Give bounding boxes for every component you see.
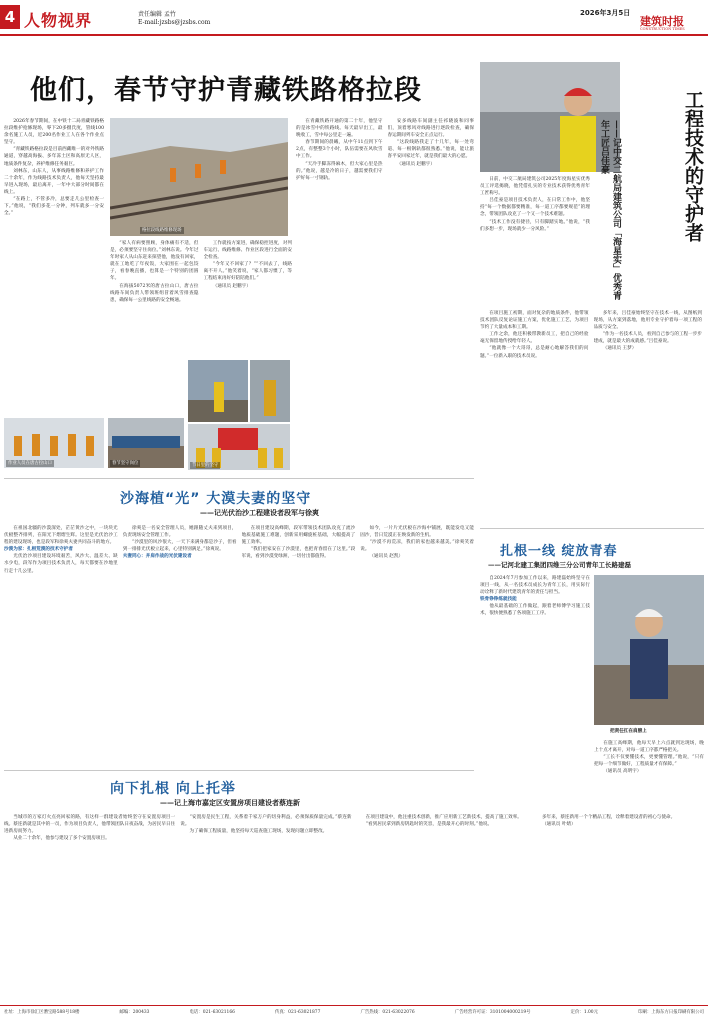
page-footer [4,1009,704,1015]
page-number: 4 [0,5,20,29]
paragraph: 工作之余，他还积极带教新员工，把自己的经验毫无保留地传授给年轻人。 [480,332,589,345]
paragraph: （通讯员 王梦） [602,346,637,352]
inspection-image [250,360,290,422]
footer-ad-phone: 广告热线：021-63022076 [360,1010,415,1015]
paragraph: 在青藏铁路开通的第二十年，他坚守的是冰雪中的铁路线。每天最早出工，最晚收工，雪中每公里走一遍。 [296,119,383,139]
article3-title: 沙海植“光” 大漠夫妻的坚守 [120,491,312,507]
paragraph: “天冷手脚冻得麻木，但大家心里是热的。”他说，越是冷的日子，越需要我们守护好每一寸钢轨。 [296,161,383,181]
divider [4,770,474,771]
text-column [296,118,383,463]
footer-post: 邮编：200433 [119,1010,150,1015]
article5-subtitle: ——记上海市嘉定区安置房项目建设者蔡连新 [160,798,300,807]
paragraph: 他从最基础的工作做起，跟着老师傅学习施工技术，很快便熟悉了各项施工工序。 [480,604,590,617]
paragraph: “工长不仅要懂技术，更要懂管理。”他说，“只有把每一个细节做好，工程质量才有保障。” [594,755,704,768]
article4-columns-lower [594,740,704,810]
text-column [594,310,703,520]
section-heading: 夫妻同心：并肩作战的光伏建设者 [122,554,192,560]
paragraph: 在项目建设高峰期，段军带领技术团队攻克了流沙地质基础施工难题，创新采用螺旋桩基础，大幅提高了施工效率。 [241,526,356,546]
paper-logo: 建筑时报 [640,15,684,28]
photo-railway-workers [110,118,288,236]
paragraph: 在祖国北疆的沙漠深处，茫茫黄沙之中，一块块光伏板整齐排列，在阳光下熠熠生辉。这里是光伏治沙工程的建设现场，也是段军和徐爽夫妻共同奋斗的地方。 [4,526,118,546]
paragraph: 在项目建设中，他注重技术创新，推广应用新工艺新技术，提高了施工效率。 [365,815,522,820]
text-column [388,118,475,463]
footer-license: 广告经营许可证：3101004000219号 [454,1010,531,1015]
paragraph: “沙漠里的风沙很大，一天下来满身都是沙子，但看到一排排光伏板立起来，心里特别满足。”徐爽说。 [122,540,237,553]
paragraph: 日前，中交二航局建筑公司2025年度海星实优秀员工评选揭晓，他凭借扎实的专业技术获得优秀青年工匠称号。 [480,177,590,197]
section-title: 人物视界 [24,11,93,30]
paragraph: 多年来，蔡连新用一个个精品工程，诠释着建设者的初心与使命。 [541,815,676,820]
photo-train [108,418,184,468]
paragraph: 吕佳豪是项目技术负责人，在日常工作中，他坚持“每一个数据都要精准，每一道工序都要规范”的理念，带领团队攻克了一个又一个技术难题。 [480,198,590,218]
article2-columns-lower [480,310,702,520]
paragraph: 从业二十余年，他参与建设了多个安置房项目。 [13,836,110,842]
photo-caption: 节日里的坚守 [192,463,219,468]
article4-subtitle: ——记河北建工集团四维三分公司青年工长路建磊 [488,561,631,569]
text-column [204,240,293,352]
divider [480,528,704,529]
paragraph: 自2024年7月参加工作以来，路建磊始终坚守在项目一线，从一名技术员成长为青年工长，用实际行动诠释了新时代建筑青年的责任与担当。 [480,576,590,596]
article4-title: 扎根一线 绽放青春 [500,544,618,559]
divider [4,478,474,479]
photo-caption: 把责任扛在肩膀上 [610,729,647,734]
article4-columns [480,575,590,755]
paragraph: 在海拔5072米的唐古拉山口，唐古拉线路车间负责人带领班组冒着风雪排查隐患，确保每一公里线路的安全畅通。 [110,283,199,303]
footer-phone: 电话：021-63021166 [189,1010,235,1015]
railway-scene-image [110,118,288,236]
tanggula-image [188,360,248,422]
paragraph: “家人有病要照顾，身体痛有不适，但是，必须要坚守住岗位。”刘林东说。今年过年时家人从山东赶来探望他，他没有回家，就在工地吃了年夜饭，大家围在一起包饺子，看春晚直播，也算是一个特别的团圆年。 [110,241,199,282]
paragraph: “在路上，不管多冷，总要走几公里检查一下。”他说，“我们多花一分钟，列车就多一分安全。” [4,197,104,217]
footer-printer: 印刷：上海东方日报印刷有限公司 [638,1010,704,1015]
photo-team-snow [4,418,104,468]
page-header [0,0,708,36]
paragraph: （通讯员 叶婧） [541,822,576,828]
text-column [533,814,704,999]
article2-columns [480,176,590,306]
text-column [480,575,590,755]
paragraph: 徐爽是一名安全管理人员，她跟随丈夫来到项目，负责现场安全管理工作。 [122,526,237,539]
paragraph: 如今，一片片光伏板在沙海中铺展，既能发电又能固沙，昔日荒漠正在焕发新的生机。 [360,526,474,539]
text-column [594,740,704,810]
paragraph: 在施工高峰期，他每天早上六点就到达现场，晚上十点才离开，对每一道工序都严格把关。 [594,741,704,754]
paragraph: （通讯员 赵鹏宇） [212,283,251,289]
foreman-image [594,575,704,725]
article1-columns [110,240,292,352]
paragraph: “看到居民拿到新房钥匙时的笑容，是我最开心的时刻。”他说。 [365,822,493,828]
paragraph: “沙漠不再荒凉，我们的家也越来越美。”徐爽笑着说。 [360,540,474,553]
footer-price: 定价：1.00元 [570,1010,598,1015]
paragraph: 工作就按方案进，确保稳控进度，对列车运行、线路维修、作业区段进行全面的安全检查。 [203,241,292,261]
editor-name: 责任编辑 孟竹 [138,11,176,18]
text-column [4,525,118,760]
paragraph: “我们把家安在了沙漠里，也把青春留在了这里。”段军说，看到沙漠变绿洲，一切付出都值得。 [241,547,356,560]
paragraph: 为了确保工程质量，他坚持每天巡查施工现场，发现问题立即整改。 [189,829,328,835]
section-heading: 铁骨铮铮练就技能 [480,597,517,603]
paragraph: 多年来，吕佳豪始终坚守在技术一线，从图纸到现场，从方案到落地，他用专业守护着每一项工程的品质与安全。 [593,311,702,331]
article1-title: 他们，春节守护青藏铁路格拉段 [30,75,422,106]
photo-inspection [250,360,290,422]
paper-logo-en: CONSTRUCTION TIMES [640,27,685,31]
article5-columns [4,814,704,999]
text-column [123,525,237,760]
paragraph: “这段线路我走了十几年，每一处弯道、每一根钢轨都很熟悉。”他说，能让旅客平安回家过年，就是我们最大的心愿。 [387,140,474,160]
paragraph: “作为一名技术人员，看到自己参与的工程一步步建成，就是最大的成就感。”吕佳豪说。 [593,332,702,345]
photo-foreman [594,575,704,725]
paragraph: 在项目施工初期，面对复杂的地质条件，他带领技术团队反复论证施工方案，优化施工工艺，为项目节约了大量成本和工期。 [480,311,589,331]
text-column [110,240,199,352]
photo-caption: 格拉段线路维修现场 [142,228,182,233]
article2-title: 工程技术的守护者 [682,90,704,242]
issue-date: 2026年3月5日 [580,9,631,17]
footer-address: 社址：上海市徐汇区漕宝路588号18楼 [4,1010,80,1015]
text-column [4,814,175,999]
article5-title: 向下扎根 向上托举 [110,781,236,797]
article3-subtitle: ——记光伏治沙工程建设者段军与徐爽 [200,508,319,517]
photo-flag-team [188,424,290,470]
paragraph: “今年又不回家了？”“不回去了，线路离不开人。”他笑着说，“家人都习惯了，等工程结束再好好陪陪他们。” [203,262,292,282]
paragraph: 2026年春节期间，在中铁十二局青藏铁路格拉段维护抢修现场，零下20多摄氏度，管线100余名施工人员，近200名作业工人在各个作业点坚守。 [4,119,104,146]
text-column [242,525,356,760]
text-column [480,176,590,306]
photo-caption: 春节坚守岗位 [112,461,139,466]
article1-columns-right [296,118,474,463]
paragraph: 刘林东，山东人，从事线路维修和养护工作二十余年，作为线路技术负责人，他每天坚持最早进入现场，最后离开，一年中大部分时间都在线上。 [4,168,104,195]
paragraph: 光伏治沙项目建设环境艰苦，风沙大、温差大、缺水少电，段军作为项目技术负责人，每天都要在沙地里行走十几公里。 [4,554,118,574]
article3-columns [4,525,474,760]
article2-subtitle: ——记中交二航局建筑公司「海星实」优秀青年工匠吕佳豪 [599,120,621,300]
paragraph: “安置房是民生工程，关系着千家万户的切身利益，必须保质保量完成。”蔡连新说。 [180,815,352,828]
photo-tanggula [188,360,248,422]
text-column [480,310,589,520]
paragraph: “青藏铁路格拉段是目前西藏唯一的对外铁路通道，穿越高海拔、多年冻土区和高原无人区，地质条件复杂，养护维修任务艰巨。 [4,147,104,167]
paragraph: 春节期间的晨曦，从中午11点到下午2点，有整整3个小时，队伍需要在风吹雪中工作。 [296,140,383,160]
article1-body [4,118,104,428]
paragraph: 当城市的万家灯火点亮回家的路，有这样一群建设者始终坚守在安置房项目一线。蔡连新就是其中的一员，作为项目负责人，他带领团队日夜奋战，为居民早日住进新房而努力。 [4,815,176,835]
text-column [357,814,528,999]
paragraph: “技术工作没有捷径，只有脚踏实地。”他说，“我们多想一步，现场就少一分风险。” [480,219,590,232]
header-rule [0,34,708,36]
editor-email: E-mail:jzsbs@jzsbs.com [138,19,211,26]
paragraph: “他就像一个大哥哥，总是耐心地解答我们的问题。”一位新入职的技术员说。 [480,346,589,359]
footer-rule [0,1005,708,1006]
paragraph: （通讯员 高明宇） [603,769,642,775]
footer-fax: 传真：021-63021877 [275,1010,321,1015]
photo-caption: 作业人员在唐古拉山口 [8,461,52,466]
paragraph: （通讯员 赵鹏宇） [396,161,435,167]
paragraph: 安多线路车间副主任祁晓波和同事们，顶着寒风对线路进行逐段检查，确保春运期间列车安全正点运行。 [387,119,474,139]
text-column [180,814,351,999]
text-column [360,525,474,760]
paragraph: （通讯员 赵凯） [369,554,404,560]
section-heading: 沙漠为家：扎根荒漠的技术守护者 [4,547,73,553]
